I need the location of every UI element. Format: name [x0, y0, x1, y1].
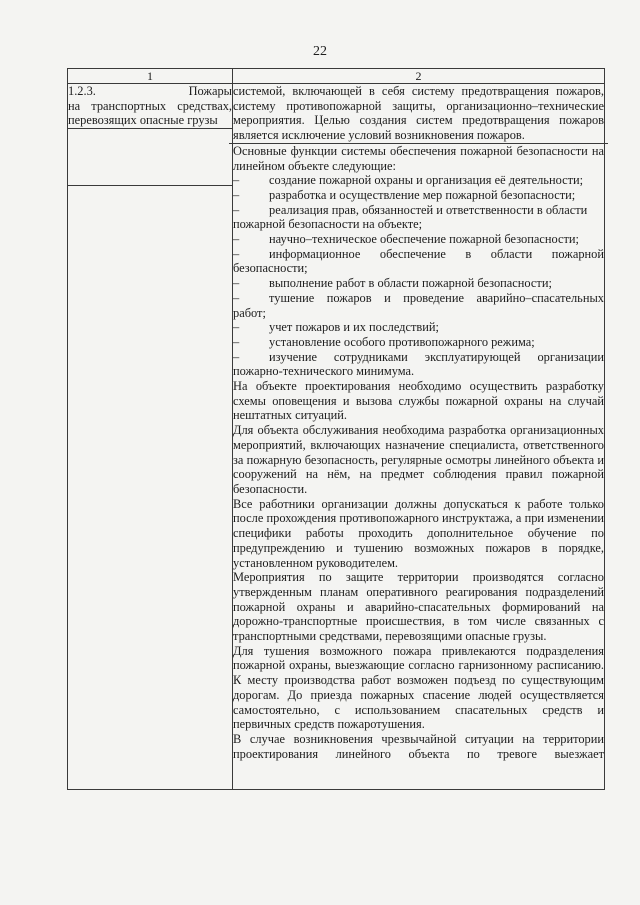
column-header-2: 2: [233, 69, 605, 84]
empty-cell: [68, 186, 233, 790]
list-item: – тушение пожаров и проведение аварийно–спасательных: [233, 290, 604, 305]
content-cell: [233, 84, 605, 790]
paragraph-4: Для объекта обслуживания необходима разработка организационных мероприятий, включающих назначение специалиста, ответственного за пожарную безопасность, регулярные осмотры линейного объекта и сооружений на нём, на предмет соблюдения правил пожарной безопасности.: [233, 423, 604, 496]
list-item: – выполнение работ в области пожарной безопасности;: [233, 276, 552, 291]
list-item: – информационное обеспечение в области пожарной: [233, 246, 604, 261]
list-item-continuation: безопасности;: [233, 261, 308, 276]
list-item-continuation: работ;: [233, 305, 266, 320]
paragraph-3: На объекте проектирования необходимо осуществить разработку схемы оповещения и вызова службы пожарной охраны на случай нештатных ситуаций.: [233, 379, 604, 423]
page-number: 22: [313, 44, 327, 59]
paragraph-8: В случае возникновения чрезвычайной ситуации на территории проектирования линейного объекта по тревоге выезжает: [233, 731, 604, 761]
empty-cell: [68, 129, 233, 186]
section-title-cell: [68, 84, 233, 129]
list-item: – учет пожаров и их последствий;: [233, 320, 439, 335]
paragraph-7: Для тушения возможного пожара привлекаются подразделения пожарной охраны, выезжающие согласно гарнизонному расписанию. К месту производства работ возможен подъезд по существующим дорогам. До приезда пожарных спасение людей осуществляется самостоятельно, с использованием спасательных средств и первичных средств пожаротушения.: [233, 643, 604, 732]
paragraph-1: системой, включающей в себя систему предотвращения пожаров, систему противопожарной защиты, организационно–технические мероприятия. Целью создания систем предотвращения пожаров является исключение условий возникновения пожаров.: [233, 84, 604, 143]
paragraph-5: Все работники организации должны допускаться к работе только после прохождения противопожарного инструктажа, а при изменении специфики работы проходить дополнительное обучение по предупреждению и тушению возможных пожаров в порядке, установленном руководителем.: [233, 496, 604, 570]
paragraph-2: Основные функции системы обеспечения пожарной безопасности на линейном объекте следующие:: [233, 143, 604, 173]
list-item: – реализация прав, обязанностей и ответственности в области: [233, 202, 588, 217]
paragraph-6: Мероприятия по защите территории производятся согласно утвержденным планам оперативного реагирования подразделений пожарной охраны и аварийно-спасательных формирований на дорожно-транспортные происшествия, в том числе связанных с транспортными средствами, перевозящими опасные грузы.: [233, 570, 604, 644]
list-item: – изучение сотрудниками эксплуатирующей организации: [233, 349, 604, 364]
section-title-word: Пожары: [188, 84, 232, 98]
column-header-1: 1: [68, 69, 233, 84]
section-title-rest: на транспортных средствах, перевозящих опасные грузы: [68, 98, 232, 128]
list-item-continuation: пожарной безопасности на объекте;: [233, 217, 423, 232]
list-item: – разработка и осуществление мер пожарной безопасности;: [233, 187, 576, 202]
list-item-continuation: пожарно-технического минимума.: [233, 364, 415, 379]
table-header-row: [68, 69, 605, 84]
list-item: – создание пожарной охраны и организация её деятельности;: [233, 173, 584, 188]
list-item: – научно–техническое обеспечение пожарной безопасности;: [233, 232, 579, 247]
table-row: [68, 84, 605, 129]
section-number: 1.2.3.: [68, 84, 96, 98]
list-item: – установление особого противопожарного режима;: [233, 334, 535, 349]
bullet-list: [233, 173, 604, 379]
document-table: [67, 68, 605, 790]
